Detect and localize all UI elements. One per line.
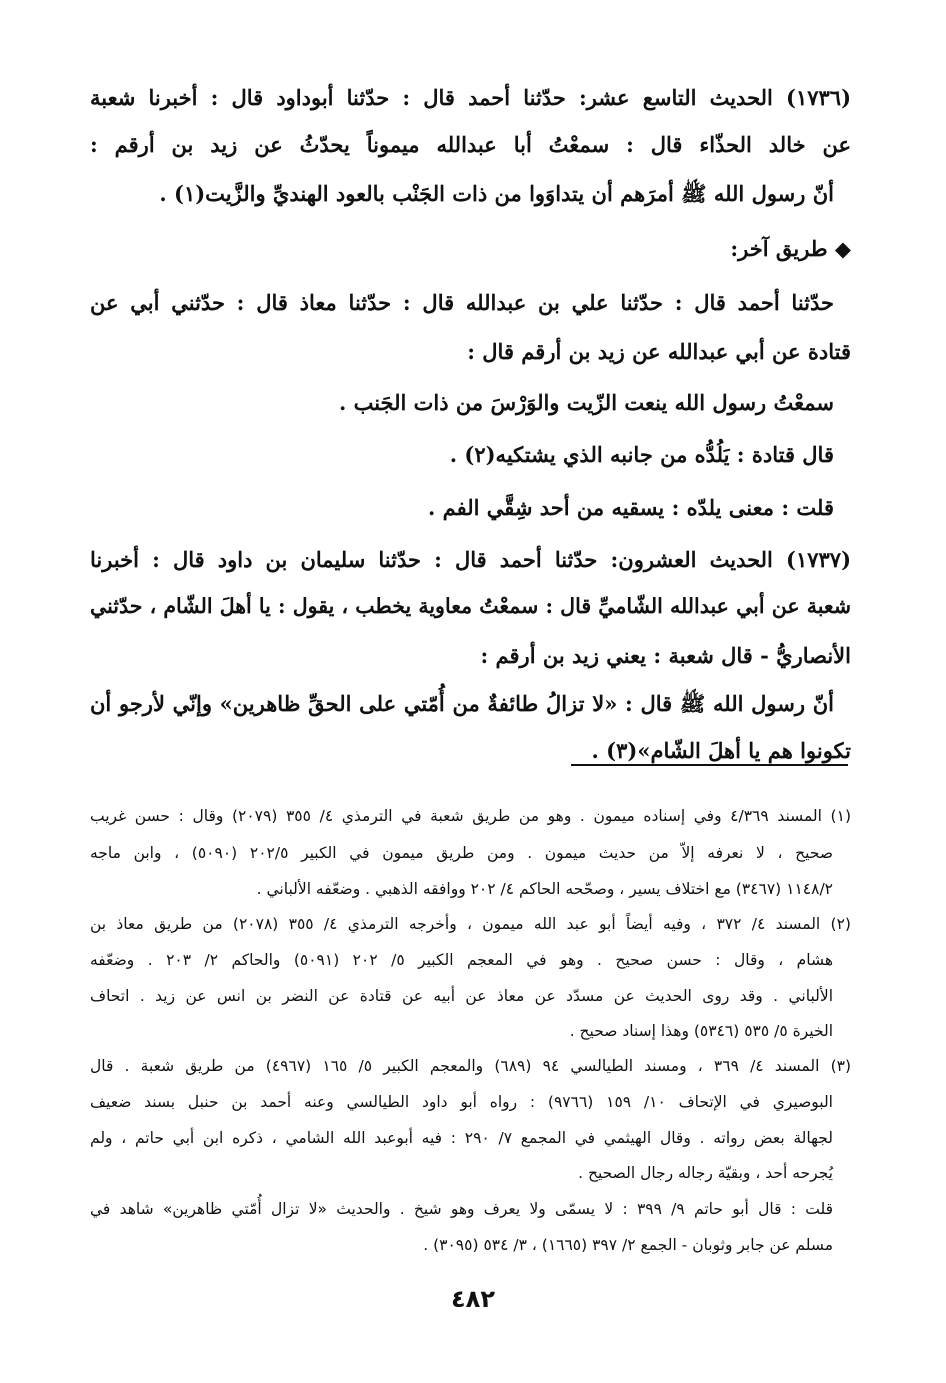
footnote-3-line-4: يُجرحه أحد ، وبقيّة رجاله رجال الصحيح . <box>578 1164 833 1182</box>
footnote-3-line-6: مسلم عن جابر وثوبان - الجمع ٢/ ٣٩٧ (١٦٦٥) ، ٣/ ٥٣٤ (٣٠٩٥) . <box>423 1236 833 1254</box>
route-line-2: قتادة عن أبي عبدالله عن زيد بن أرقم قال : <box>467 339 851 364</box>
qatada-comment: قال قتادة : يَلُدُّه من جانبه الذي يشتكيه(٢) . <box>449 442 834 467</box>
hadith-1737-line-3: الأنصاريُّ - قال شعبة : يعني زيد بن أرقم : <box>480 643 851 668</box>
footnote-1-line-3: ١١٤٨/٢ (٣٤٦٧) مع اختلاف يسير ، وصحّحه الحاكم ٤/ ٢٠٢ ووافقه الذهبي . وضعّفه الألباني . <box>256 880 833 898</box>
hadith-1737-line-2: شعبة عن أبي عبدالله الشّاميِّ قال : سمعْتُ معاوية يخطب ، يقول : يا أهلَ الشّام ، حدّثني <box>90 594 851 618</box>
footnote-3-line-2: البوصيري في الإتحاف ١٠/ ١٥٩ (٩٧٦٦) : رواه أبو داود الطيالسي وعنه أحمد بن حنبل بسند ضعيف <box>90 1093 833 1111</box>
section-heading-another-route: ◆ طريق آخر: <box>730 236 851 261</box>
hadith-1736-line-2: عن خالد الحذّاء قال : سمعْتُ أبا عبدالله ميموناً يحدّثُ عن زيد بن أرقم : <box>90 132 851 157</box>
footnote-separator <box>571 764 848 766</box>
hadith-1736-matn: أنّ رسول الله ﷺ أمرَهم أن يتداوَوا من ذات الجَنْب بالعود الهنديِّ والزَّيت(١) . <box>159 181 834 206</box>
footnote-1-line-2: صحيح ، لا نعرفه إلاّ من حديث ميمون . ومن طريق ميمون في الكبير ٢٠٢/٥ (٥٠٩٠) ، وابن ماجه <box>90 844 833 862</box>
footnote-2-line-3: الألباني . وقد روى الحديث عن مسدّد عن معاذ عن أبيه عن قتادة عن النضر بن انس عن زيد . اتحاف <box>90 987 833 1005</box>
hadith-1737-matn-line-2: تكونوا هم يا أهلَ الشّام»(٣) . <box>591 738 851 763</box>
footnote-3-line-5: قلت : قال أبو حاتم ٩/ ٣٩٩ : لا يسمّى ولا يعرف وهو شيخ . والحديث «لا تزال أُمّتي ظاهرين» شاهد في <box>90 1200 834 1218</box>
footnote-2-line-2: هشام ، وقال : حسن صحيح . وهو في المعجم الكبير ٥/ ٢٠٢ (٥٠٩١) والحاكم ٢/ ٢٠٣ . وضعّفه <box>90 951 834 969</box>
footnote-2-line-4: الخيرة ٥/ ٥٣٥ (٥٣٤٦) وهذا إسناد صحيح . <box>569 1022 833 1040</box>
footnote-1-line-1: (١) المسند ٤/٣٦٩ وفي إسناده ميمون . وهو من طريق شعبة في الترمذي ٤/ ٣٥٥ (٢٠٧٩) وقال : حسن غريب <box>90 807 851 825</box>
page-number: ٤٨٢ <box>451 1285 495 1313</box>
hadith-1737-line-1: (١٧٣٧) الحديث العشرون: حدّثنا أحمد قال : حدّثنا سليمان بن داود قال : أخبرنا <box>90 547 851 572</box>
footnote-3-line-3: لجهالة بعض رواته . وقال الهيثمي في المجمع ٧/ ٢٩٠ : فيه أبوعبد الله الشامي ، ذكره ابن أبي حاتم ، ولم <box>90 1129 833 1147</box>
footnote-2-line-1: (٢) المسند ٤/ ٣٧٢ ، وفيه أيضاً أبو عبد الله ميمون ، وأخرجه الترمذي ٤/ ٣٥٥ (٢٠٧٨) من طريق معاذ بن <box>90 915 851 933</box>
route-line-1: حدّثنا أحمد قال : حدّثنا علي بن عبدالله قال : حدّثنا معاذ قال : حدّثني أبي عن <box>90 290 834 315</box>
hadith-1737-matn-line-1: أنّ رسول الله ﷺ قال : «لا تزالُ طائفةٌ من أُمّتي على الحقِّ ظاهرين» وإنّي لأرجو أن <box>90 691 834 716</box>
footnote-3-line-1: (٣) المسند ٤/ ٣٦٩ ، ومسند الطيالسي ٩٤ (٦٨٩) والمعجم الكبير ٥/ ١٦٥ (٤٩٦٧) من طريق شعبة . قال <box>90 1057 852 1075</box>
author-note: قلت : معنى يلدّه : يسقيه من أحد شِقَّي الفم . <box>427 495 834 520</box>
hadith-1736-line-1: (١٧٣٦) الحديث التاسع عشر: حدّثنا أحمد قال : حدّثنا أبوداود قال : أخبرنا شعبة <box>90 85 851 110</box>
route-matn: سمعْتُ رسول الله ينعت الزّيت والوَرْسَ من ذات الجَنب . <box>338 390 834 415</box>
